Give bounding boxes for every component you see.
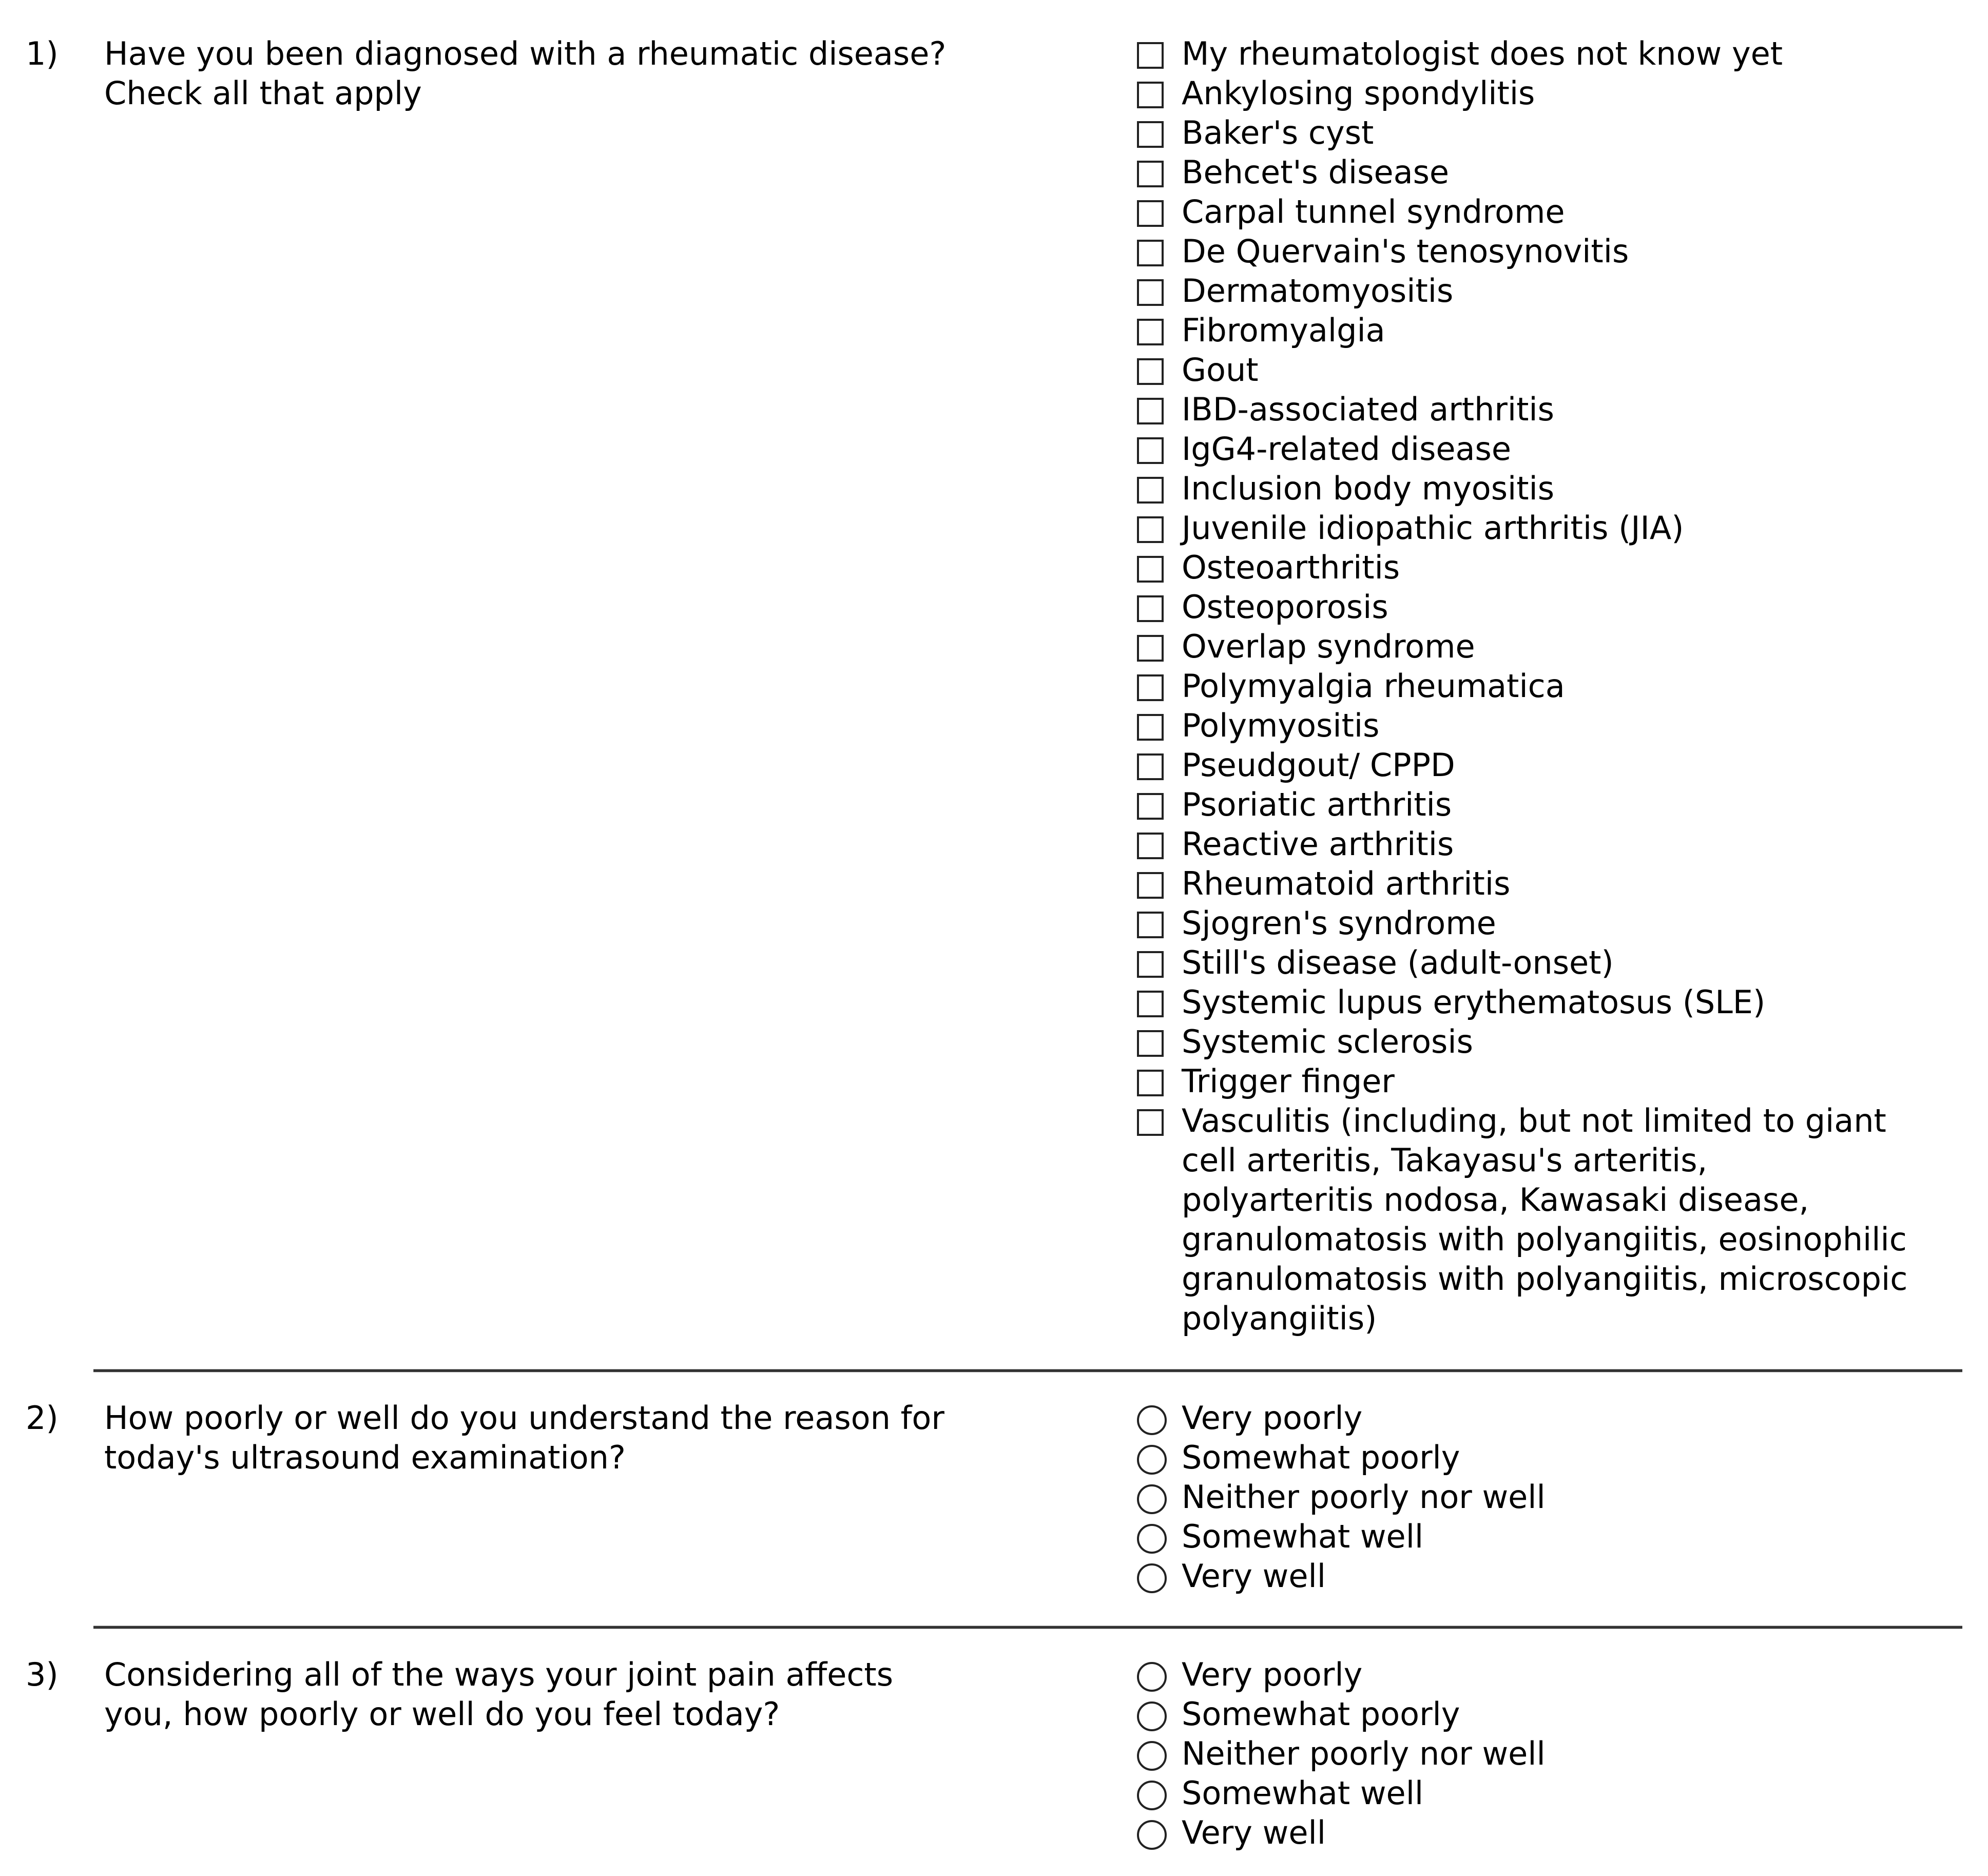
checkbox-icon[interactable] [1137, 714, 1164, 741]
option-very-well[interactable] [1135, 1813, 1957, 1852]
question-text-line: Considering all of the ways your joint pain affects [104, 1656, 894, 1693]
option-label: Gout [1182, 351, 1259, 389]
option-label: Dermatomyositis [1182, 272, 1454, 310]
option-label: Very well [1182, 1557, 1326, 1595]
option-label: De Quervain's tenosynovitis [1182, 233, 1629, 270]
option-label: Trigger finger [1182, 1062, 1395, 1100]
checkbox-icon[interactable] [1137, 42, 1164, 69]
option-label: Fibromyalgia [1182, 312, 1385, 349]
section-divider [93, 1626, 1962, 1629]
option-somewhat-poorly[interactable] [1135, 1438, 1957, 1477]
option-label: Neither poorly nor well [1182, 1735, 1546, 1772]
option-inclusion-body-myositis[interactable] [1135, 469, 1957, 508]
option-osteoarthritis[interactable] [1135, 548, 1957, 587]
checkbox-icon[interactable] [1137, 516, 1164, 543]
question-text-line: you, how poorly or well do you feel today? [104, 1695, 780, 1733]
option-label: Very well [1182, 1814, 1326, 1851]
option-label: Carpal tunnel syndrome [1182, 193, 1565, 230]
option-gout[interactable] [1135, 350, 1957, 390]
option-pseudogout[interactable] [1135, 745, 1957, 785]
option-label-line: polyangiitis) [1182, 1300, 1377, 1337]
option-label: Inclusion body myositis [1182, 470, 1555, 507]
radio-icon[interactable] [1137, 1701, 1167, 1731]
understanding-radio-group [1135, 1398, 1957, 1596]
option-label: Very poorly [1182, 1399, 1363, 1437]
checkbox-icon[interactable] [1137, 833, 1164, 859]
option-very-poorly[interactable] [1135, 1655, 1957, 1694]
option-psoriatic-arthritis[interactable] [1135, 785, 1957, 824]
option-very-well[interactable] [1135, 1556, 1957, 1596]
option-label-line: Vasculitis (including, but not limited to giant [1182, 1102, 1886, 1139]
option-label: Osteoarthritis [1182, 549, 1400, 586]
checkbox-icon[interactable] [1137, 635, 1164, 662]
checkbox-icon[interactable] [1137, 437, 1164, 464]
checkbox-icon[interactable] [1137, 200, 1164, 227]
option-de-quervains[interactable] [1135, 231, 1957, 271]
option-label: Pseudgout/ CPPD [1182, 746, 1455, 784]
checkbox-icon[interactable] [1137, 912, 1164, 938]
checkbox-icon[interactable] [1137, 991, 1164, 1017]
checkbox-icon[interactable] [1137, 674, 1164, 701]
option-systemic-sclerosis[interactable] [1135, 1022, 1957, 1061]
option-stills-disease[interactable] [1135, 943, 1957, 982]
option-somewhat-poorly[interactable] [1135, 1694, 1957, 1734]
option-neither[interactable] [1135, 1477, 1957, 1517]
option-label: Neither poorly nor well [1182, 1478, 1546, 1516]
option-label: Polymyositis [1182, 707, 1380, 744]
option-label: Systemic sclerosis [1182, 1023, 1473, 1060]
radio-icon[interactable] [1137, 1741, 1167, 1771]
radio-icon[interactable] [1137, 1405, 1167, 1435]
checkbox-icon[interactable] [1137, 398, 1164, 424]
checkbox-icon[interactable] [1137, 1109, 1164, 1136]
option-label: Still's disease (adult-onset) [1182, 944, 1614, 981]
option-ankylosing-spondylitis[interactable] [1135, 73, 1957, 113]
option-dermatomyositis[interactable] [1135, 271, 1957, 311]
checkbox-icon[interactable] [1137, 319, 1164, 345]
option-somewhat-well[interactable] [1135, 1773, 1957, 1813]
checkbox-icon[interactable] [1137, 121, 1164, 148]
option-polymyositis[interactable] [1135, 706, 1957, 745]
question-number: 2) [26, 1399, 59, 1437]
option-label: Behcet's disease [1182, 153, 1450, 191]
option-label: Somewhat poorly [1182, 1439, 1460, 1476]
checkbox-icon[interactable] [1137, 82, 1164, 108]
radio-icon[interactable] [1137, 1524, 1167, 1554]
option-fibromyalgia[interactable] [1135, 311, 1957, 350]
option-osteoporosis[interactable] [1135, 587, 1957, 627]
checkbox-icon[interactable] [1137, 753, 1164, 780]
question-text [104, 1655, 1008, 1734]
option-label: Overlap syndrome [1182, 628, 1475, 665]
checkbox-icon[interactable] [1137, 1030, 1164, 1057]
option-rheumatoid-arthritis[interactable] [1135, 864, 1957, 903]
section-divider [93, 1369, 1962, 1372]
checkbox-icon[interactable] [1137, 477, 1164, 504]
option-somewhat-well[interactable] [1135, 1517, 1957, 1556]
radio-icon[interactable] [1137, 1820, 1167, 1850]
question-text [104, 1398, 1008, 1477]
option-reactive-arthritis[interactable] [1135, 824, 1957, 864]
checkbox-icon[interactable] [1137, 556, 1164, 583]
radio-icon[interactable] [1137, 1563, 1167, 1593]
checkbox-icon[interactable] [1137, 1070, 1164, 1096]
option-label: Somewhat poorly [1182, 1695, 1460, 1733]
question-text-line: How poorly or well do you understand the reason for [104, 1399, 944, 1437]
option-label-line: cell arteritis, Takayasu's arteritis, [1182, 1142, 1708, 1179]
option-label: Osteoporosis [1182, 588, 1388, 626]
option-label-line: polyarteritis nodosa, Kawasaki disease, [1182, 1181, 1809, 1219]
question-text-line: Check all that apply [104, 74, 422, 112]
option-bakers-cyst[interactable] [1135, 113, 1957, 152]
checkbox-icon[interactable] [1137, 951, 1164, 978]
question-number: 1) [26, 35, 59, 72]
option-neither[interactable] [1135, 1734, 1957, 1773]
checkbox-icon[interactable] [1137, 161, 1164, 187]
checkbox-icon[interactable] [1137, 872, 1164, 899]
checkbox-icon[interactable] [1137, 793, 1164, 820]
option-label: Systemic lupus erythematosus (SLE) [1182, 983, 1766, 1021]
question-text [104, 34, 1008, 113]
option-label: Sjogren's syndrome [1182, 904, 1496, 942]
option-label: Polymyalgia rheumatica [1182, 667, 1565, 705]
option-unknown-yet[interactable] [1135, 34, 1957, 73]
option-label: Rheumatoid arthritis [1182, 865, 1511, 902]
checkbox-icon[interactable] [1137, 240, 1164, 266]
option-label: Psoriatic arthritis [1182, 786, 1452, 823]
option-label: Juvenile idiopathic arthritis (JIA) [1182, 509, 1684, 547]
option-label: Somewhat well [1182, 1518, 1424, 1555]
option-trigger-finger[interactable] [1135, 1061, 1957, 1101]
option-vasculitis[interactable] [1135, 1101, 1957, 1338]
option-sjogrens[interactable] [1135, 903, 1957, 943]
radio-icon[interactable] [1137, 1445, 1167, 1475]
question-number: 3) [26, 1656, 59, 1693]
question-text-line: today's ultrasound examination? [104, 1439, 626, 1476]
option-very-poorly[interactable] [1135, 1398, 1957, 1438]
option-label: My rheumatologist does not know yet [1182, 35, 1783, 72]
option-label [1182, 1101, 1957, 1338]
diagnosis-checkbox-list [1135, 34, 1957, 1338]
radio-icon[interactable] [1137, 1662, 1167, 1692]
checkbox-icon[interactable] [1137, 595, 1164, 622]
option-polymyalgia[interactable] [1135, 666, 1957, 706]
option-label: Baker's cyst [1182, 114, 1374, 151]
option-jia[interactable] [1135, 508, 1957, 548]
option-label-line: granulomatosis with polyangiitis, eosinophilic [1182, 1221, 1907, 1258]
option-overlap-syndrome[interactable] [1135, 627, 1957, 666]
option-carpal-tunnel[interactable] [1135, 192, 1957, 231]
option-label: Ankylosing spondylitis [1182, 74, 1535, 112]
option-label: IBD-associated arthritis [1182, 391, 1554, 428]
checkbox-icon[interactable] [1137, 358, 1164, 385]
checkbox-icon[interactable] [1137, 279, 1164, 306]
radio-icon[interactable] [1137, 1781, 1167, 1810]
wellbeing-radio-group [1135, 1655, 1957, 1852]
option-igg4[interactable] [1135, 429, 1957, 469]
option-label-line: granulomatosis with polyangiitis, microscopic [1182, 1260, 1908, 1298]
option-label: Somewhat well [1182, 1774, 1424, 1812]
option-ibd-arthritis[interactable] [1135, 390, 1957, 429]
radio-icon[interactable] [1137, 1484, 1167, 1514]
option-label: Reactive arthritis [1182, 825, 1454, 863]
option-sle[interactable] [1135, 982, 1957, 1022]
option-label: IgG4-related disease [1182, 430, 1511, 468]
option-label: Very poorly [1182, 1656, 1363, 1693]
question-text-line: Have you been diagnosed with a rheumatic disease? [104, 35, 947, 72]
option-behcets-disease[interactable] [1135, 152, 1957, 192]
